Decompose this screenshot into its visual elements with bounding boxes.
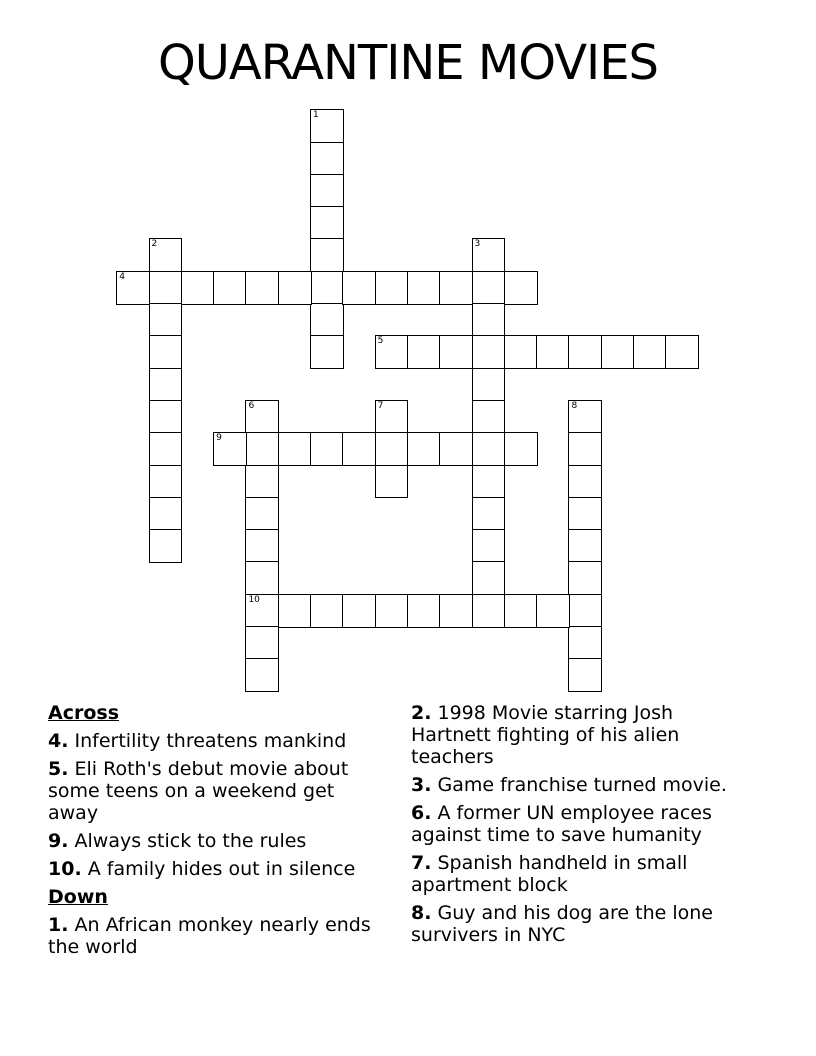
clue-text: An African monkey nearly ends the world bbox=[48, 914, 371, 958]
grid-cell[interactable] bbox=[568, 658, 602, 692]
grid-cell[interactable] bbox=[149, 497, 183, 531]
across-heading: Across bbox=[48, 702, 120, 724]
grid-cell[interactable] bbox=[278, 594, 312, 628]
grid-cell[interactable] bbox=[472, 400, 506, 434]
grid-cell[interactable] bbox=[375, 432, 409, 466]
grid-cell[interactable] bbox=[568, 335, 602, 369]
down-heading: Down bbox=[48, 886, 108, 908]
grid-cell[interactable] bbox=[472, 465, 506, 499]
grid-cell[interactable] bbox=[310, 206, 344, 240]
clue-number: 3. bbox=[411, 774, 432, 796]
cell-number: 4 bbox=[119, 271, 125, 282]
clue-number: 8. bbox=[411, 902, 432, 924]
cell-number: 8 bbox=[571, 400, 578, 411]
grid-cell[interactable] bbox=[472, 368, 506, 402]
grid-cell[interactable] bbox=[568, 432, 602, 466]
grid-cell[interactable] bbox=[342, 432, 376, 466]
clue-text: A family hides out in silence bbox=[87, 858, 356, 880]
cell-number: 6 bbox=[248, 400, 255, 411]
clue-text: Eli Roth's debut movie about some teens on a weekend get away bbox=[48, 758, 349, 824]
grid-cell[interactable] bbox=[439, 594, 473, 628]
grid-cell[interactable] bbox=[504, 335, 538, 369]
clue-column-left bbox=[48, 702, 383, 964]
grid-cell[interactable] bbox=[149, 303, 183, 337]
grid-cell[interactable] bbox=[181, 271, 215, 305]
clue-down-8[interactable] bbox=[411, 902, 751, 946]
grid-cell[interactable] bbox=[472, 497, 506, 531]
grid-cell[interactable] bbox=[568, 561, 602, 595]
grid-cell[interactable] bbox=[568, 497, 602, 531]
grid-cell[interactable] bbox=[472, 561, 506, 595]
grid-cell[interactable] bbox=[310, 238, 344, 272]
grid-cell[interactable] bbox=[633, 335, 667, 369]
grid-cell[interactable] bbox=[568, 465, 602, 499]
grid-cell[interactable] bbox=[245, 561, 279, 595]
clue-across-10[interactable] bbox=[48, 858, 383, 880]
grid-cell[interactable] bbox=[310, 142, 344, 176]
clue-number: 9. bbox=[48, 830, 69, 852]
clue-column-right bbox=[411, 702, 751, 952]
clue-down-6[interactable] bbox=[411, 802, 751, 846]
clue-text: Guy and his dog are the lone survivers in NYC bbox=[411, 902, 713, 946]
grid-cell[interactable] bbox=[310, 109, 344, 143]
clue-number: 5. bbox=[48, 758, 69, 780]
clue-text: 1998 Movie starring Josh Hartnett fighting of his alien teachers bbox=[411, 702, 680, 768]
cell-number: 1 bbox=[313, 110, 319, 121]
grid-cell[interactable] bbox=[375, 465, 409, 499]
grid-cell[interactable] bbox=[245, 658, 279, 692]
grid-cell[interactable] bbox=[213, 271, 247, 305]
grid-cell[interactable] bbox=[439, 432, 473, 466]
clue-number: 10. bbox=[48, 858, 82, 880]
grid-cell[interactable] bbox=[536, 594, 570, 628]
grid-cell[interactable] bbox=[245, 497, 279, 531]
grid-cell[interactable] bbox=[536, 335, 570, 369]
grid-cell[interactable] bbox=[472, 432, 506, 466]
grid-cell[interactable] bbox=[116, 271, 150, 305]
grid-cell[interactable] bbox=[245, 432, 279, 466]
clue-across-9[interactable] bbox=[48, 830, 383, 852]
grid-cell[interactable] bbox=[375, 271, 409, 305]
clue-text: A former UN employee races against time to save humanity bbox=[411, 802, 712, 846]
grid-cell[interactable] bbox=[375, 335, 409, 369]
grid-cell[interactable] bbox=[149, 400, 183, 434]
clue-number: 2. bbox=[411, 702, 432, 724]
grid-cell[interactable] bbox=[149, 271, 183, 305]
grid-cell[interactable] bbox=[407, 594, 441, 628]
cell-number: 3 bbox=[474, 239, 481, 250]
clue-text: Spanish handheld in small apartment block bbox=[411, 852, 688, 896]
grid-cell[interactable] bbox=[568, 626, 602, 660]
grid-cell[interactable] bbox=[504, 271, 538, 305]
grid-cell[interactable] bbox=[472, 271, 506, 305]
grid-cell[interactable] bbox=[310, 174, 344, 208]
grid-cell[interactable] bbox=[149, 529, 183, 563]
clue-across-5[interactable] bbox=[48, 758, 383, 824]
clue-down-7[interactable] bbox=[411, 852, 751, 896]
cell-number: 7 bbox=[377, 400, 384, 411]
clue-number: 7. bbox=[411, 852, 432, 874]
grid-cell[interactable] bbox=[245, 271, 279, 305]
clue-number: 4. bbox=[48, 730, 69, 752]
grid-cell[interactable] bbox=[472, 303, 506, 337]
clue-number: 6. bbox=[411, 802, 432, 824]
cell-number: 9 bbox=[216, 433, 222, 444]
grid-cell[interactable] bbox=[149, 368, 183, 402]
grid-cell[interactable] bbox=[245, 626, 279, 660]
grid-cell[interactable] bbox=[472, 238, 506, 272]
grid-cell[interactable] bbox=[504, 432, 538, 466]
grid-cell[interactable] bbox=[504, 594, 538, 628]
clue-down-1[interactable] bbox=[48, 914, 383, 958]
grid-cell[interactable] bbox=[439, 271, 473, 305]
cell-number: 2 bbox=[151, 239, 158, 250]
grid-cell[interactable] bbox=[245, 465, 279, 499]
grid-cell[interactable] bbox=[245, 400, 279, 434]
clue-across-4[interactable] bbox=[48, 730, 383, 752]
cell-number: 10 bbox=[248, 594, 260, 605]
grid-cell[interactable] bbox=[472, 529, 506, 563]
grid-cell[interactable] bbox=[472, 594, 506, 628]
crossword-grid bbox=[117, 110, 699, 692]
grid-cell[interactable] bbox=[245, 594, 279, 628]
grid-cell[interactable] bbox=[407, 432, 441, 466]
grid-cell[interactable] bbox=[213, 432, 247, 466]
grid-cell[interactable] bbox=[439, 335, 473, 369]
grid-cell[interactable] bbox=[568, 594, 602, 628]
grid-cell[interactable] bbox=[149, 335, 183, 369]
clue-down-2[interactable] bbox=[411, 702, 751, 768]
grid-cell[interactable] bbox=[665, 335, 699, 369]
grid-cell[interactable] bbox=[149, 432, 183, 466]
cell-number: 5 bbox=[377, 336, 384, 347]
grid-cell[interactable] bbox=[407, 335, 441, 369]
grid-cell[interactable] bbox=[342, 594, 376, 628]
grid-cell[interactable] bbox=[245, 529, 279, 563]
grid-cell[interactable] bbox=[149, 238, 183, 272]
grid-cell[interactable] bbox=[342, 271, 376, 305]
clue-number: 1. bbox=[48, 914, 69, 936]
clue-text: Game franchise turned movie. bbox=[437, 774, 727, 796]
grid-cell[interactable] bbox=[278, 271, 312, 305]
grid-cell[interactable] bbox=[375, 594, 409, 628]
grid-cell[interactable] bbox=[472, 335, 506, 369]
grid-cell[interactable] bbox=[375, 400, 409, 434]
grid-cell[interactable] bbox=[568, 400, 602, 434]
page-title: QUARANTINE MOVIES bbox=[157, 35, 658, 91]
grid-cell[interactable] bbox=[310, 335, 344, 369]
grid-cell[interactable] bbox=[407, 271, 441, 305]
clue-down-3[interactable] bbox=[411, 774, 751, 796]
clue-text: Infertility threatens mankind bbox=[74, 730, 347, 752]
grid-cell[interactable] bbox=[310, 432, 344, 466]
clue-text: Always stick to the rules bbox=[74, 830, 307, 852]
grid-cell[interactable] bbox=[278, 432, 312, 466]
grid-cell[interactable] bbox=[310, 303, 344, 337]
grid-cell[interactable] bbox=[149, 465, 183, 499]
grid-cell[interactable] bbox=[310, 271, 344, 305]
grid-cell[interactable] bbox=[601, 335, 635, 369]
grid-cell[interactable] bbox=[568, 529, 602, 563]
grid-cell[interactable] bbox=[310, 594, 344, 628]
